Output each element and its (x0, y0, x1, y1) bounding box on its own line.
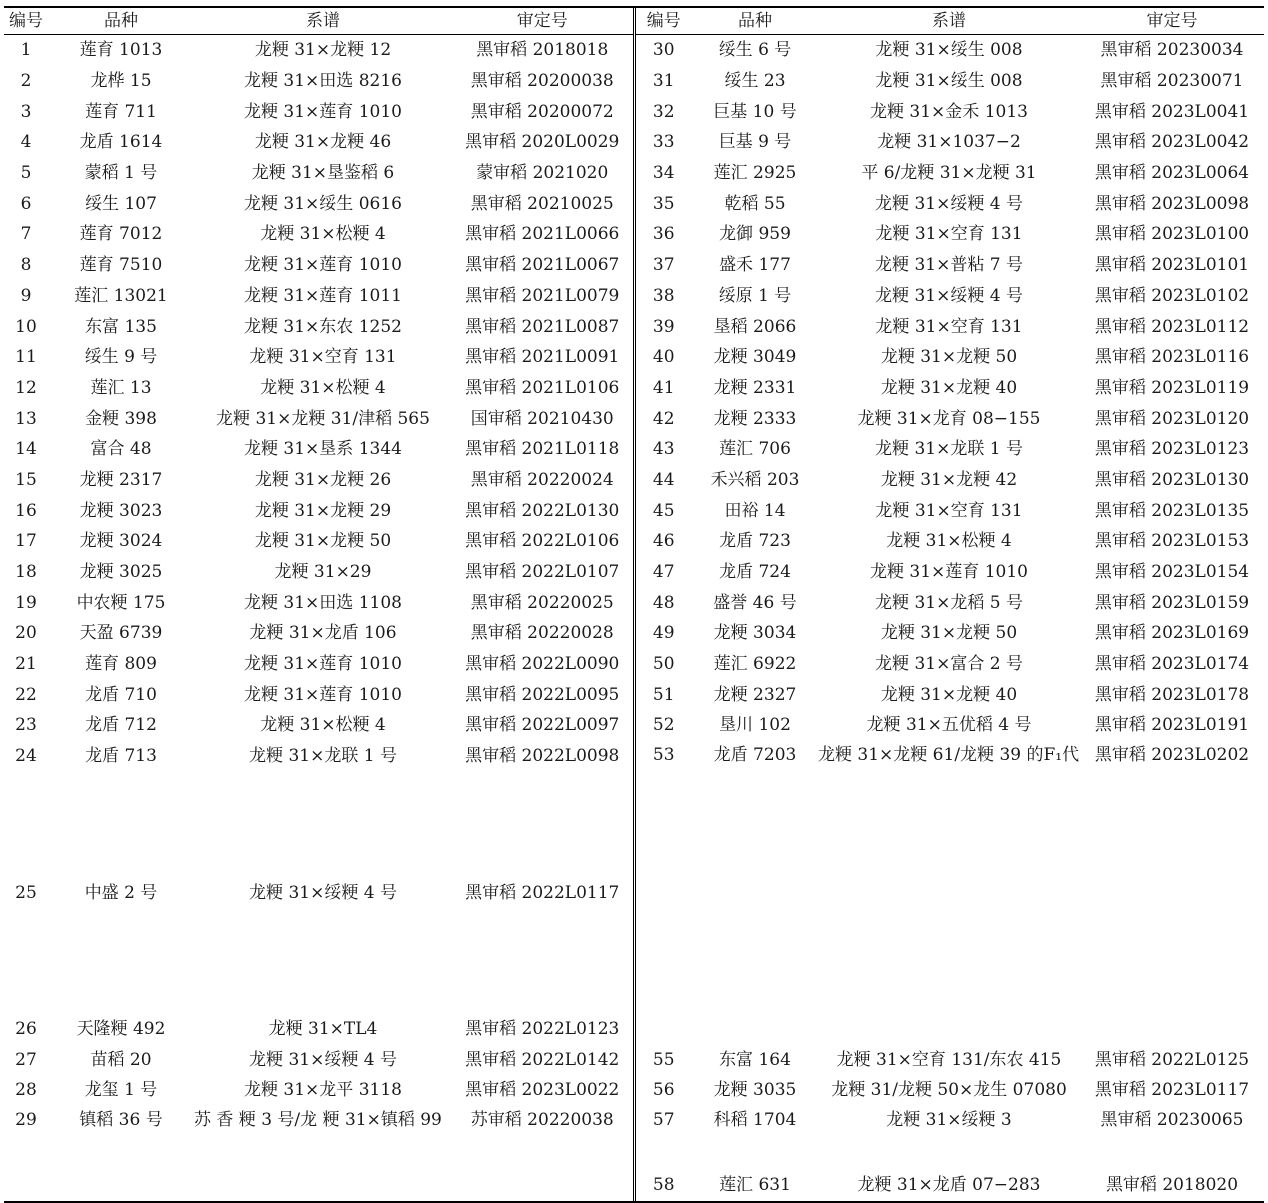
cell-variety-right: 垦川 102 (719, 715, 791, 736)
cell-pedigree: 龙粳 31×空育 131 (249, 347, 397, 368)
cell-number: 8 (20, 255, 32, 276)
cell-variety: 莲育 7510 (79, 255, 163, 276)
cell-approval-code-right: 黑审稻 2023L0064 (1094, 163, 1250, 184)
cell-approval-code: 黑审稻 20200038 (452, 66, 634, 97)
cell-number-right: 48 (652, 592, 675, 613)
cell-approval-code: 黑审稻 2022L0097 (452, 710, 634, 741)
cell-pedigree-right: 龙粳 31×绥生 008 (875, 71, 1023, 92)
table-row (4, 219, 1264, 250)
cell-pedigree-right: 龙粳 31×绥粳 4 号 (875, 193, 1023, 214)
cell-number-right: 49 (652, 623, 675, 644)
cell-approval-code-right: 黑审稻 2023L0101 (1094, 255, 1250, 276)
cell-variety: 绥生 9 号 (84, 347, 158, 368)
cell-approval-code: 黑审稻 2022L0098 (452, 741, 634, 772)
cell-variety: 天盈 6739 (79, 623, 163, 644)
cell-number: 4 (20, 132, 32, 153)
cell-variety-right: 盛誉 46 号 (713, 592, 797, 613)
cell-number: 15 (15, 469, 37, 490)
table-row (4, 188, 1264, 219)
cell-variety-right: 龙粳 2333 (713, 408, 797, 429)
cell-variety-right: 巨基 9 号 (718, 132, 792, 153)
cell-number: 9 (20, 285, 32, 306)
cell-variety-right: 莲汇 631 (719, 1175, 791, 1196)
cell-approval-code-right: 黑审稻 2022L0125 (1094, 1049, 1250, 1070)
cell-approval-code-right: 黑审稻 2023L0169 (1094, 623, 1250, 644)
cell-number-right: 45 (652, 500, 675, 521)
table-row (4, 587, 1264, 618)
table-row (4, 618, 1264, 649)
header-number: 编号 (4, 8, 48, 35)
table-row (4, 710, 1264, 741)
table-body (4, 35, 1264, 1201)
cell-number: 3 (20, 101, 32, 122)
cell-number: 13 (15, 408, 37, 429)
cell-variety: 苗稻 20 (90, 1049, 152, 1070)
cell-approval-code: 黑审稻 2021L0067 (452, 250, 634, 281)
cell-number: 20 (15, 623, 37, 644)
cell-variety-right: 绥生 23 (724, 71, 786, 92)
cell-pedigree-right: 龙粳 31×龙联 1 号 (875, 439, 1023, 460)
cell-approval-code-right: 黑审稻 2023L0098 (1094, 193, 1250, 214)
cell-number (4, 1170, 48, 1201)
table-row (4, 311, 1264, 342)
cell-pedigree-right (818, 1014, 1080, 1045)
cell-number-right: 32 (652, 101, 675, 122)
cell-variety: 天隆粳 492 (76, 1018, 166, 1039)
cell-number-right: 56 (652, 1080, 675, 1101)
cell-approval-code: 蒙审稻 2021020 (452, 158, 634, 189)
cell-variety-right: 龙盾 724 (719, 562, 791, 583)
table-row (4, 1075, 1264, 1106)
cell-pedigree-right: 龙粳 31×空育 131/东农 415 (836, 1049, 1062, 1070)
cell-variety-right (692, 1014, 818, 1045)
table-row (4, 1044, 1264, 1075)
cell-approval-code: 黑审稻 2021L0091 (452, 342, 634, 373)
cell-variety: 中盛 2 号 (84, 882, 158, 903)
cell-number: 24 (15, 746, 37, 767)
cell-number-right: 33 (652, 132, 675, 153)
table-row (4, 1106, 1264, 1170)
cell-approval-code-right: 黑审稻 20230065 (1100, 1109, 1244, 1130)
table-row (4, 741, 1264, 772)
cell-number: 11 (15, 347, 37, 368)
cell-approval-code: 黑审稻 2021L0079 (452, 281, 634, 312)
cell-pedigree-right: 龙粳 31×龙粳 42 (880, 469, 1018, 490)
cell-pedigree: 龙粳 31×龙联 1 号 (249, 746, 397, 767)
cell-approval-code-right: 黑审稻 2023L0042 (1094, 132, 1250, 153)
cell-variety: 莲育 1013 (79, 40, 163, 61)
cell-pedigree: 龙粳 31×龙粳 50 (254, 531, 392, 552)
cell-pedigree: 龙粳 31×莲育 1010 (244, 255, 402, 276)
cell-variety-right: 莲汇 6922 (713, 654, 797, 675)
cell-pedigree: 龙粳 31×龙平 3118 (244, 1080, 402, 1101)
cell-number: 19 (15, 592, 37, 613)
cell-pedigree: 龙粳 31×绥生 0616 (244, 193, 402, 214)
cell-approval-code-right: 黑审稻 2023L0112 (1094, 316, 1250, 337)
cell-variety: 镇稻 36 号 (79, 1109, 163, 1130)
cell-pedigree-right: 龙粳 31×龙粳 40 (880, 377, 1018, 398)
cell-number: 26 (15, 1018, 37, 1039)
cell-number: 17 (15, 531, 37, 552)
cell-variety-right: 垦稻 2066 (713, 316, 797, 337)
cell-approval-code: 黑审稻 2023L0022 (452, 1075, 634, 1106)
table-row (4, 526, 1264, 557)
header-row (4, 8, 1264, 35)
cell-approval-code: 苏审稻 20220038 (452, 1106, 634, 1170)
varieties-table (4, 8, 1264, 1201)
cell-number-right: 51 (652, 684, 675, 705)
cell-number-right: 42 (652, 408, 675, 429)
cell-variety: 龙玺 1 号 (84, 1080, 158, 1101)
cell-variety: 龙桦 15 (90, 71, 152, 92)
cell-approval-code: 黑审稻 2021L0066 (452, 219, 634, 250)
table-row (4, 281, 1264, 312)
cell-variety-right: 龙粳 3035 (713, 1080, 797, 1101)
cell-variety: 东富 135 (85, 316, 157, 337)
table-row (4, 465, 1264, 496)
cell-approval-code: 黑审稻 2022L0090 (452, 649, 634, 680)
cell-variety-right: 龙御 959 (719, 224, 791, 245)
cell-variety-right: 科稻 1704 (713, 1109, 797, 1130)
cell-pedigree-right: 龙粳 31×龙盾 07−283 (857, 1175, 1041, 1196)
cell-approval-code: 黑审稻 20220024 (452, 465, 634, 496)
cell-pedigree: 龙粳 31×TL4 (268, 1018, 378, 1039)
cell-number-right: 41 (652, 377, 675, 398)
cell-number: 22 (15, 684, 37, 705)
cell-number: 23 (15, 715, 37, 736)
cell-approval-code: 黑审稻 2022L0107 (452, 557, 634, 588)
cell-approval-code: 国审稻 20210430 (452, 403, 634, 434)
cell-number: 27 (15, 1049, 37, 1070)
cell-number-right: 47 (652, 562, 675, 583)
cell-number-right: 31 (652, 71, 675, 92)
cell-number: 16 (15, 500, 37, 521)
cell-variety-right: 禾兴稻 203 (710, 469, 800, 490)
cell-approval-code-right: 黑审稻 2023L0159 (1094, 592, 1250, 613)
cell-variety: 莲育 809 (85, 654, 157, 675)
table-row (4, 66, 1264, 97)
cell-pedigree: 龙粳 31×田选 1108 (244, 592, 402, 613)
cell-variety-right: 乾稻 55 (724, 193, 786, 214)
table-row (4, 649, 1264, 680)
cell-variety-right: 田裕 14 (724, 500, 786, 521)
cell-variety: 莲育 711 (85, 101, 157, 122)
cell-pedigree-right: 龙粳 31×莲育 1010 (870, 562, 1028, 583)
cell-number-right: 58 (652, 1175, 675, 1196)
cell-approval-code: 黑审稻 20220028 (452, 618, 634, 649)
cell-pedigree: 龙粳 31×莲育 1010 (244, 101, 402, 122)
cell-variety-right: 东富 164 (719, 1049, 791, 1070)
cell-approval-code-right: 黑审稻 2023L0202 (1094, 744, 1250, 765)
cell-variety: 中农粳 175 (76, 592, 166, 613)
cell-variety: 龙粳 3025 (79, 562, 163, 583)
cell-number-right: 38 (652, 285, 675, 306)
cell-approval-code-right: 黑审稻 2023L0100 (1094, 224, 1250, 245)
table-row (4, 158, 1264, 189)
cell-approval-code: 黑审稻 2022L0117 (452, 772, 634, 1014)
cell-pedigree: 龙粳 31×龙粳 46 (254, 132, 392, 153)
cell-variety-right: 盛禾 177 (719, 255, 791, 276)
cell-number-right: 46 (652, 531, 675, 552)
cell-approval-code: 黑审稻 2022L0106 (452, 526, 634, 557)
header-approval-code: 审定号 (452, 8, 634, 35)
cell-number: 25 (15, 882, 37, 903)
cell-pedigree-right: 龙粳 31×绥粳 3 (886, 1109, 1012, 1130)
cell-variety: 龙盾 1614 (79, 132, 163, 153)
cell-variety: 龙粳 2317 (79, 469, 163, 490)
cell-approval-code-right: 黑审稻 2023L0178 (1094, 684, 1250, 705)
cell-number-right: 57 (652, 1109, 675, 1130)
cell-pedigree: 龙粳 31×松粳 4 (260, 715, 386, 736)
cell-pedigree: 龙粳 31×绥粳 4 号 (249, 882, 397, 903)
table-row (4, 557, 1264, 588)
cell-pedigree: 龙粳 31×莲育 1011 (244, 285, 402, 306)
cell-pedigree: 龙粳 31×龙粳 31/津稻 565 (216, 408, 430, 429)
cell-variety: 莲汇 13 (90, 377, 152, 398)
cell-number: 29 (15, 1109, 37, 1130)
header-variety-right: 品种 (692, 8, 818, 35)
cell-pedigree-right: 龙粳 31×五优稻 4 号 (866, 715, 1032, 736)
cell-variety: 莲汇 13021 (74, 285, 168, 306)
cell-approval-code-right: 黑审稻 2018020 (1105, 1175, 1239, 1196)
header-pedigree-right: 系谱 (818, 8, 1080, 35)
cell-variety: 龙盾 710 (85, 684, 157, 705)
cell-approval-code-right: 黑审稻 2023L0153 (1094, 531, 1250, 552)
header-pedigree: 系谱 (194, 8, 452, 35)
cell-approval-code: 黑审稻 2021L0087 (452, 311, 634, 342)
cell-approval-code-right: 黑审稻 2023L0117 (1094, 1080, 1250, 1101)
cell-approval-code: 黑审稻 2018018 (452, 35, 634, 66)
cell-pedigree-right: 龙粳 31×龙育 08−155 (857, 408, 1041, 429)
cell-pedigree-right: 龙粳 31×龙粳 61/龙粳 39 的F₁代 (818, 744, 1080, 765)
cell-pedigree: 龙粳 31×垦系 1344 (244, 439, 402, 460)
cell-variety-right: 龙盾 7203 (713, 744, 797, 765)
cell-pedigree: 龙粳 31×垦鉴稻 6 (251, 163, 395, 184)
table-row (4, 495, 1264, 526)
table-row (4, 35, 1264, 66)
cell-number-right: 39 (652, 316, 675, 337)
cell-number: 2 (20, 71, 32, 92)
cell-pedigree: 龙粳 31×龙粳 29 (254, 500, 392, 521)
cell-pedigree-right: 龙粳 31×龙稻 5 号 (875, 592, 1023, 613)
cell-number: 14 (15, 439, 37, 460)
cell-number-right (634, 1014, 692, 1045)
cell-approval-code-right: 黑审稻 2023L0116 (1094, 347, 1250, 368)
cell-variety-right: 龙粳 3034 (713, 623, 797, 644)
cell-variety: 绥生 107 (85, 193, 157, 214)
cell-number: 12 (15, 377, 37, 398)
cell-variety-right: 龙盾 723 (719, 531, 791, 552)
cell-number: 5 (20, 163, 32, 184)
cell-variety-right: 莲汇 2925 (713, 163, 797, 184)
header-variety: 品种 (48, 8, 194, 35)
table-row (4, 96, 1264, 127)
cell-number: 6 (20, 193, 32, 214)
cell-variety-right: 龙粳 2331 (713, 377, 797, 398)
cell-number-right: 37 (652, 255, 675, 276)
cell-number: 21 (15, 654, 37, 675)
cell-variety-right: 龙粳 3049 (713, 347, 797, 368)
cell-approval-code-right: 黑审稻 2023L0154 (1094, 562, 1250, 583)
cell-pedigree-right: 龙粳 31×空育 131 (875, 500, 1023, 521)
cell-pedigree-right: 龙粳 31×空育 131 (875, 316, 1023, 337)
cell-pedigree-right: 龙粳 31×空育 131 (875, 224, 1023, 245)
table-row (4, 342, 1264, 373)
cell-approval-code: 黑审稻 2020L0029 (452, 127, 634, 158)
cell-pedigree-right: 龙粳 31×1037−2 (877, 132, 1021, 153)
cell-approval-code-right: 黑审稻 2023L0135 (1094, 500, 1250, 521)
cell-variety: 蒙稻 1 号 (84, 163, 158, 184)
cell-pedigree: 龙粳 31×龙盾 106 (249, 623, 397, 644)
cell-pedigree-right: 龙粳 31×龙粳 50 (880, 623, 1018, 644)
cell-variety: 莲育 7012 (79, 224, 163, 245)
cell-pedigree: 龙粳 31×29 (274, 562, 372, 583)
cell-variety-right: 莲汇 706 (719, 439, 791, 460)
varieties-table-container (4, 6, 1264, 1203)
cell-approval-code-right: 黑审稻 2023L0119 (1094, 377, 1250, 398)
cell-approval-code: 黑审稻 2022L0123 (452, 1014, 634, 1045)
cell-pedigree-right: 龙粳 31×绥生 008 (875, 40, 1023, 61)
table-row (4, 434, 1264, 465)
cell-variety: 龙盾 713 (85, 746, 157, 767)
cell-pedigree-right: 龙粳 31×普粘 7 号 (875, 255, 1023, 276)
cell-number: 7 (20, 224, 32, 245)
cell-number-right: 53 (652, 744, 675, 765)
cell-pedigree: 龙粳 31×松粳 4 (260, 224, 386, 245)
cell-approval-code-right: 黑审稻 2023L0191 (1094, 715, 1250, 736)
cell-number: 10 (15, 316, 37, 337)
cell-approval-code (452, 1170, 634, 1201)
table-row (4, 127, 1264, 158)
cell-approval-code: 黑审稻 20200072 (452, 96, 634, 127)
cell-variety-right: 绥原 1 号 (718, 285, 792, 306)
cell-pedigree-right: 龙粳 31/龙粳 50×龙生 07080 (831, 1080, 1067, 1101)
cell-approval-code-right (1080, 1014, 1264, 1045)
cell-pedigree: 龙粳 31×绥粳 4 号 (249, 1049, 397, 1070)
cell-approval-code-right: 黑审稻 2023L0102 (1094, 285, 1250, 306)
cell-pedigree: 龙粳 31×田选 8216 (244, 71, 402, 92)
cell-pedigree-right: 平 6/龙粳 31×龙粳 31 (861, 163, 1037, 184)
cell-pedigree (194, 1170, 452, 1201)
cell-pedigree-right: 龙粳 31×龙粳 50 (880, 347, 1018, 368)
cell-approval-code: 黑审稻 2022L0142 (452, 1044, 634, 1075)
cell-number-right: 55 (652, 1049, 675, 1070)
cell-number-right: 44 (652, 469, 675, 490)
cell-variety-right: 巨基 10 号 (713, 101, 797, 122)
cell-variety: 龙盾 712 (85, 715, 157, 736)
header-number-right: 编号 (634, 8, 692, 35)
cell-approval-code-right: 黑审稻 20230034 (1100, 40, 1244, 61)
table-row (4, 373, 1264, 404)
cell-pedigree-right: 龙粳 31×龙粳 40 (880, 684, 1018, 705)
table-row (4, 679, 1264, 710)
cell-pedigree-right: 龙粳 31×金禾 1013 (870, 101, 1028, 122)
cell-variety: 金粳 398 (85, 408, 157, 429)
table-row (4, 250, 1264, 281)
cell-number: 18 (15, 562, 37, 583)
cell-number-right: 43 (652, 439, 675, 460)
cell-number-right: 52 (652, 715, 675, 736)
cell-approval-code: 黑审稻 2022L0130 (452, 495, 634, 526)
table-row (4, 1014, 1264, 1045)
table-row (4, 403, 1264, 434)
header-approval-code-right: 审定号 (1080, 8, 1264, 35)
cell-approval-code-right: 黑审稻 2023L0041 (1094, 101, 1250, 122)
cell-approval-code: 黑审稻 2021L0118 (452, 434, 634, 465)
cell-approval-code-right: 黑审稻 2023L0130 (1094, 469, 1250, 490)
cell-number: 28 (15, 1080, 37, 1101)
cell-approval-code: 黑审稻 2022L0095 (452, 679, 634, 710)
cell-approval-code-right: 黑审稻 2023L0120 (1094, 408, 1250, 429)
cell-variety: 富合 48 (90, 439, 152, 460)
cell-pedigree-right: 龙粳 31×松粳 4 (886, 531, 1012, 552)
cell-variety-right: 绥生 6 号 (718, 40, 792, 61)
cell-pedigree: 龙粳 31×龙粳 26 (254, 469, 392, 490)
cell-approval-code-right: 黑审稻 2023L0174 (1094, 654, 1250, 675)
cell-number-right: 30 (652, 40, 675, 61)
cell-approval-code-right: 黑审稻 2023L0123 (1094, 439, 1250, 460)
cell-number-right: 35 (652, 193, 675, 214)
cell-approval-code: 黑审稻 20220025 (452, 587, 634, 618)
cell-pedigree-right: 龙粳 31×绥粳 4 号 (875, 285, 1023, 306)
cell-pedigree: 龙粳 31×莲育 1010 (244, 684, 402, 705)
cell-pedigree-right: 龙粳 31×富合 2 号 (875, 654, 1023, 675)
cell-approval-code: 黑审稻 20210025 (452, 188, 634, 219)
cell-pedigree: 龙粳 31×松粳 4 (260, 377, 386, 398)
cell-approval-code: 黑审稻 2021L0106 (452, 373, 634, 404)
cell-number-right: 36 (652, 224, 675, 245)
cell-number-right: 40 (652, 347, 675, 368)
cell-pedigree: 龙粳 31×东农 1252 (244, 316, 402, 337)
cell-approval-code-right: 黑审稻 20230071 (1100, 71, 1244, 92)
table-row (4, 1170, 1264, 1201)
cell-pedigree: 龙粳 31×莲育 1010 (244, 654, 402, 675)
cell-number-right: 34 (652, 163, 675, 184)
cell-number-right: 50 (652, 654, 675, 675)
cell-pedigree: 苏 香 粳 3 号/龙 粳 31×镇稻 99 (194, 1109, 442, 1130)
cell-variety: 龙粳 3024 (79, 531, 163, 552)
cell-variety-right: 龙粳 2327 (713, 684, 797, 705)
cell-number: 1 (20, 40, 32, 61)
cell-variety: 龙粳 3023 (79, 500, 163, 521)
cell-pedigree: 龙粳 31×龙粳 12 (254, 40, 392, 61)
cell-variety (48, 1170, 194, 1201)
